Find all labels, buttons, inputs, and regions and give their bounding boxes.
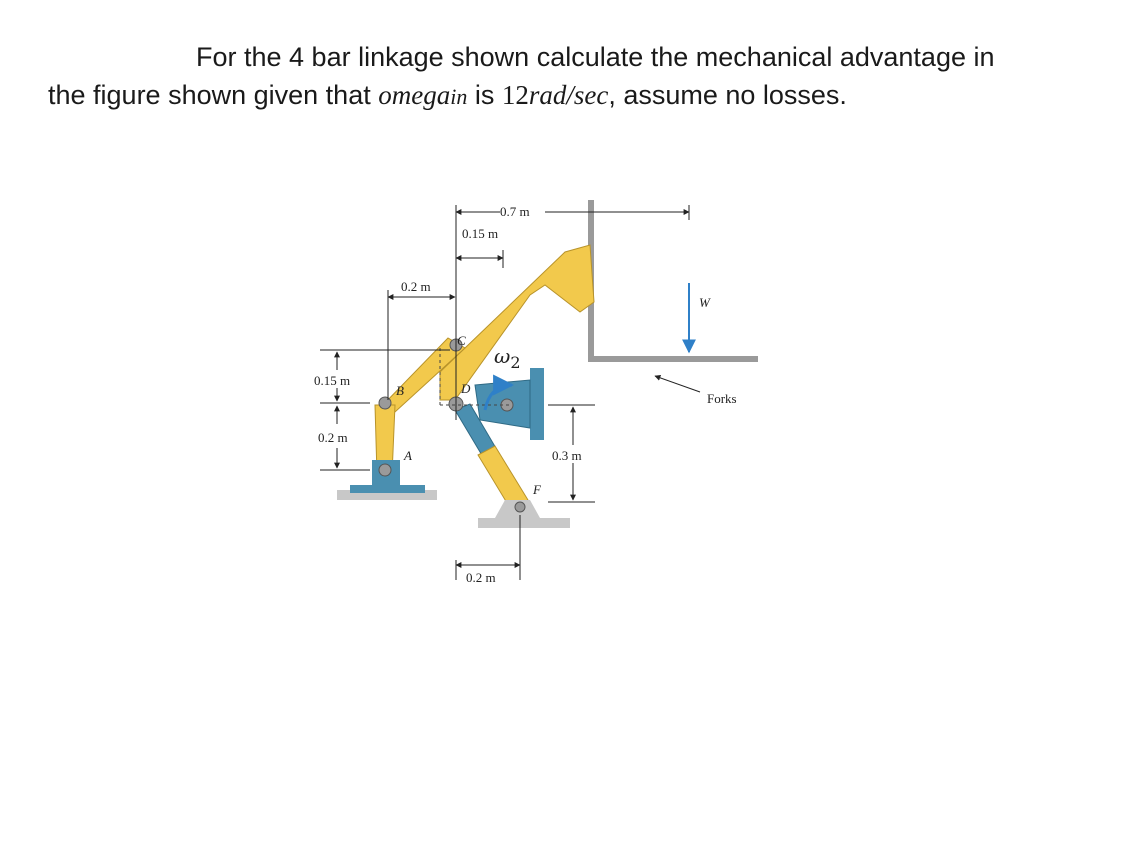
forks-label: Forks [707, 391, 737, 406]
dim-0-15m-top: 0.15 m [462, 226, 499, 241]
omega-subscript-text: in [450, 84, 468, 109]
question-text-post: , assume no losses. [608, 80, 847, 110]
point-d-label: D [461, 381, 471, 396]
dim-0-2m-top: 0.2 m [401, 279, 431, 294]
dim-0-7m: 0.7 m [500, 204, 530, 219]
omega-value: 12 [501, 80, 529, 110]
forks-shape [588, 200, 758, 362]
question-text-mid: is [467, 80, 502, 110]
question-text-pre: the figure shown given that [48, 80, 379, 110]
point-a-label: A [404, 448, 412, 463]
point-b-label: B [396, 383, 404, 398]
dim-0-2m-left: 0.2 m [318, 430, 348, 445]
omega-units: rad/sec [528, 80, 609, 110]
dim-0-15m-left: 0.15 m [314, 373, 351, 388]
omega-symbol-text: omega [378, 80, 451, 110]
dim-0-2m-bottom: 0.2 m [466, 570, 496, 585]
load-label: W [699, 295, 710, 310]
omega-label: $\omega_2$ [494, 344, 521, 372]
point-f-label: F [533, 482, 541, 497]
point-c-label: C [457, 333, 466, 348]
ground-base-right [478, 518, 570, 528]
question-line-1: For the 4 bar linkage shown calculate the mechanical advantage in [196, 42, 995, 72]
boom-link [440, 245, 594, 400]
dim-0-3m: 0.3 m [552, 448, 582, 463]
forks-pointer [655, 376, 700, 392]
